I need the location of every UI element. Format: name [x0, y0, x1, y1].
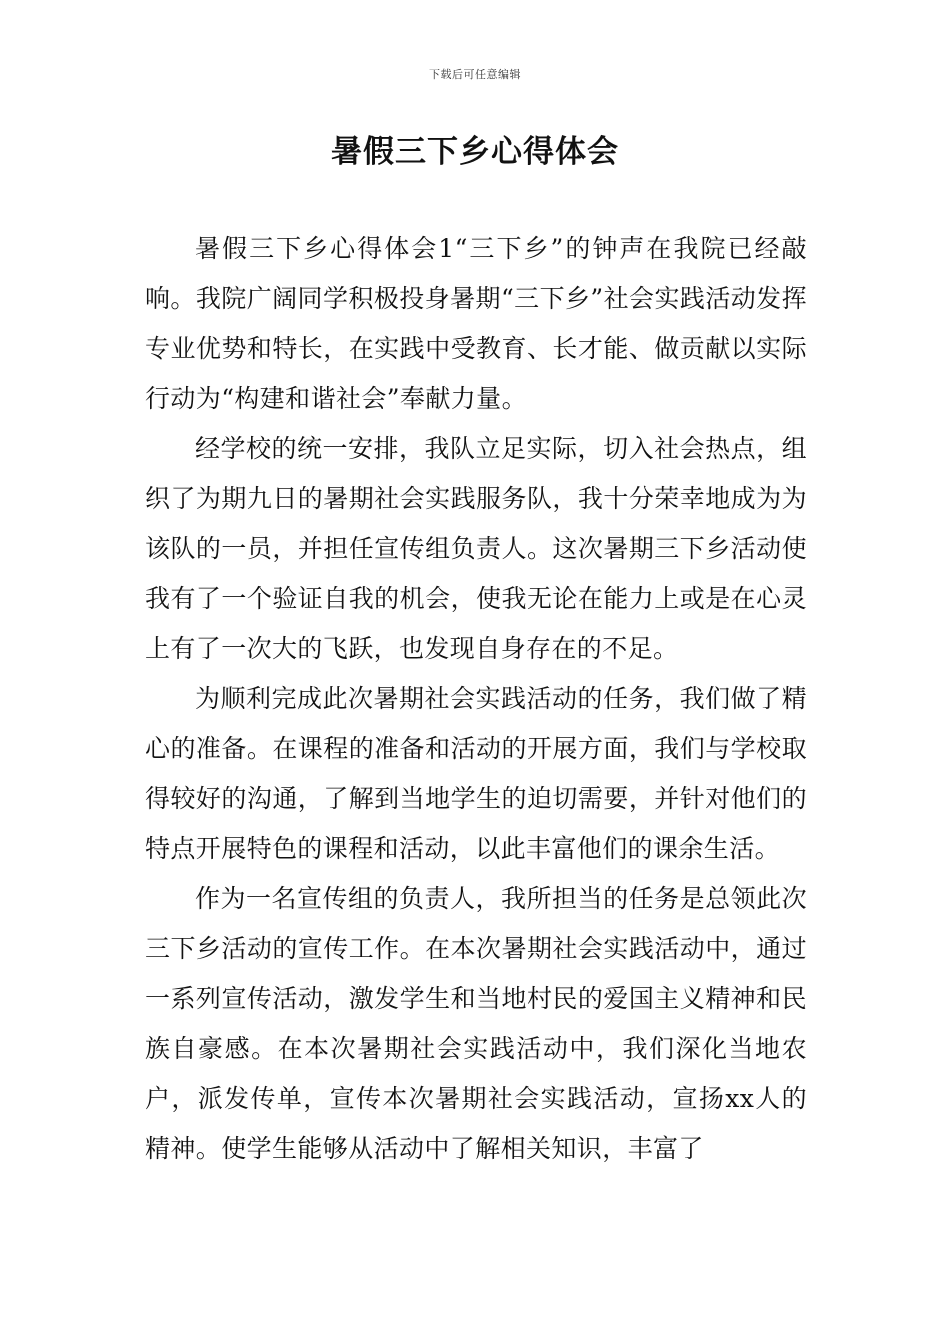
document-body	[145, 224, 807, 1174]
paragraph-1: 暑假三下乡心得体会1“三下乡”的钟声在我院已经敲响。我院广阔同学积极投身暑期“三下乡”社会实践活动发挥专业优势和特长，在实践中受教育、长才能、做贡献以实际行动为“构建和谐社会”奉献力量。	[145, 234, 807, 413]
paragraph-3: 为顺利完成此次暑期社会实践活动的任务，我们做了精心的准备。在课程的准备和活动的开展方面，我们与学校取得较好的沟通，了解到当地学生的迫切需要，并针对他们的特点开展特色的课程和活动，以此丰富他们的课余生活。	[145, 684, 807, 863]
header-note: 下载后可任意编辑	[429, 68, 521, 81]
page-title: 暑假三下乡心得体会	[331, 134, 619, 170]
paragraph-4: 作为一名宣传组的负责人，我所担当的任务是总领此次三下乡活动的宣传工作。在本次暑期社会实践活动中，通过一系列宣传活动，激发学生和当地村民的爱国主义精神和民族自豪感。在本次暑期社会实践活动中，我们深化当地农户，派发传单，宣传本次暑期社会实践活动，宣扬xx人的精神。使学生能够从活动中了解相关知识，丰富了	[145, 884, 807, 1163]
paragraph-2: 经学校的统一安排，我队立足实际，切入社会热点，组织了为期九日的暑期社会实践服务队，我十分荣幸地成为为该队的一员，并担任宣传组负责人。这次暑期三下乡活动使我有了一个验证自我的机会，使我无论在能力上或是在心灵上有了一次大的飞跃，也发现自身存在的不足。	[145, 434, 807, 663]
